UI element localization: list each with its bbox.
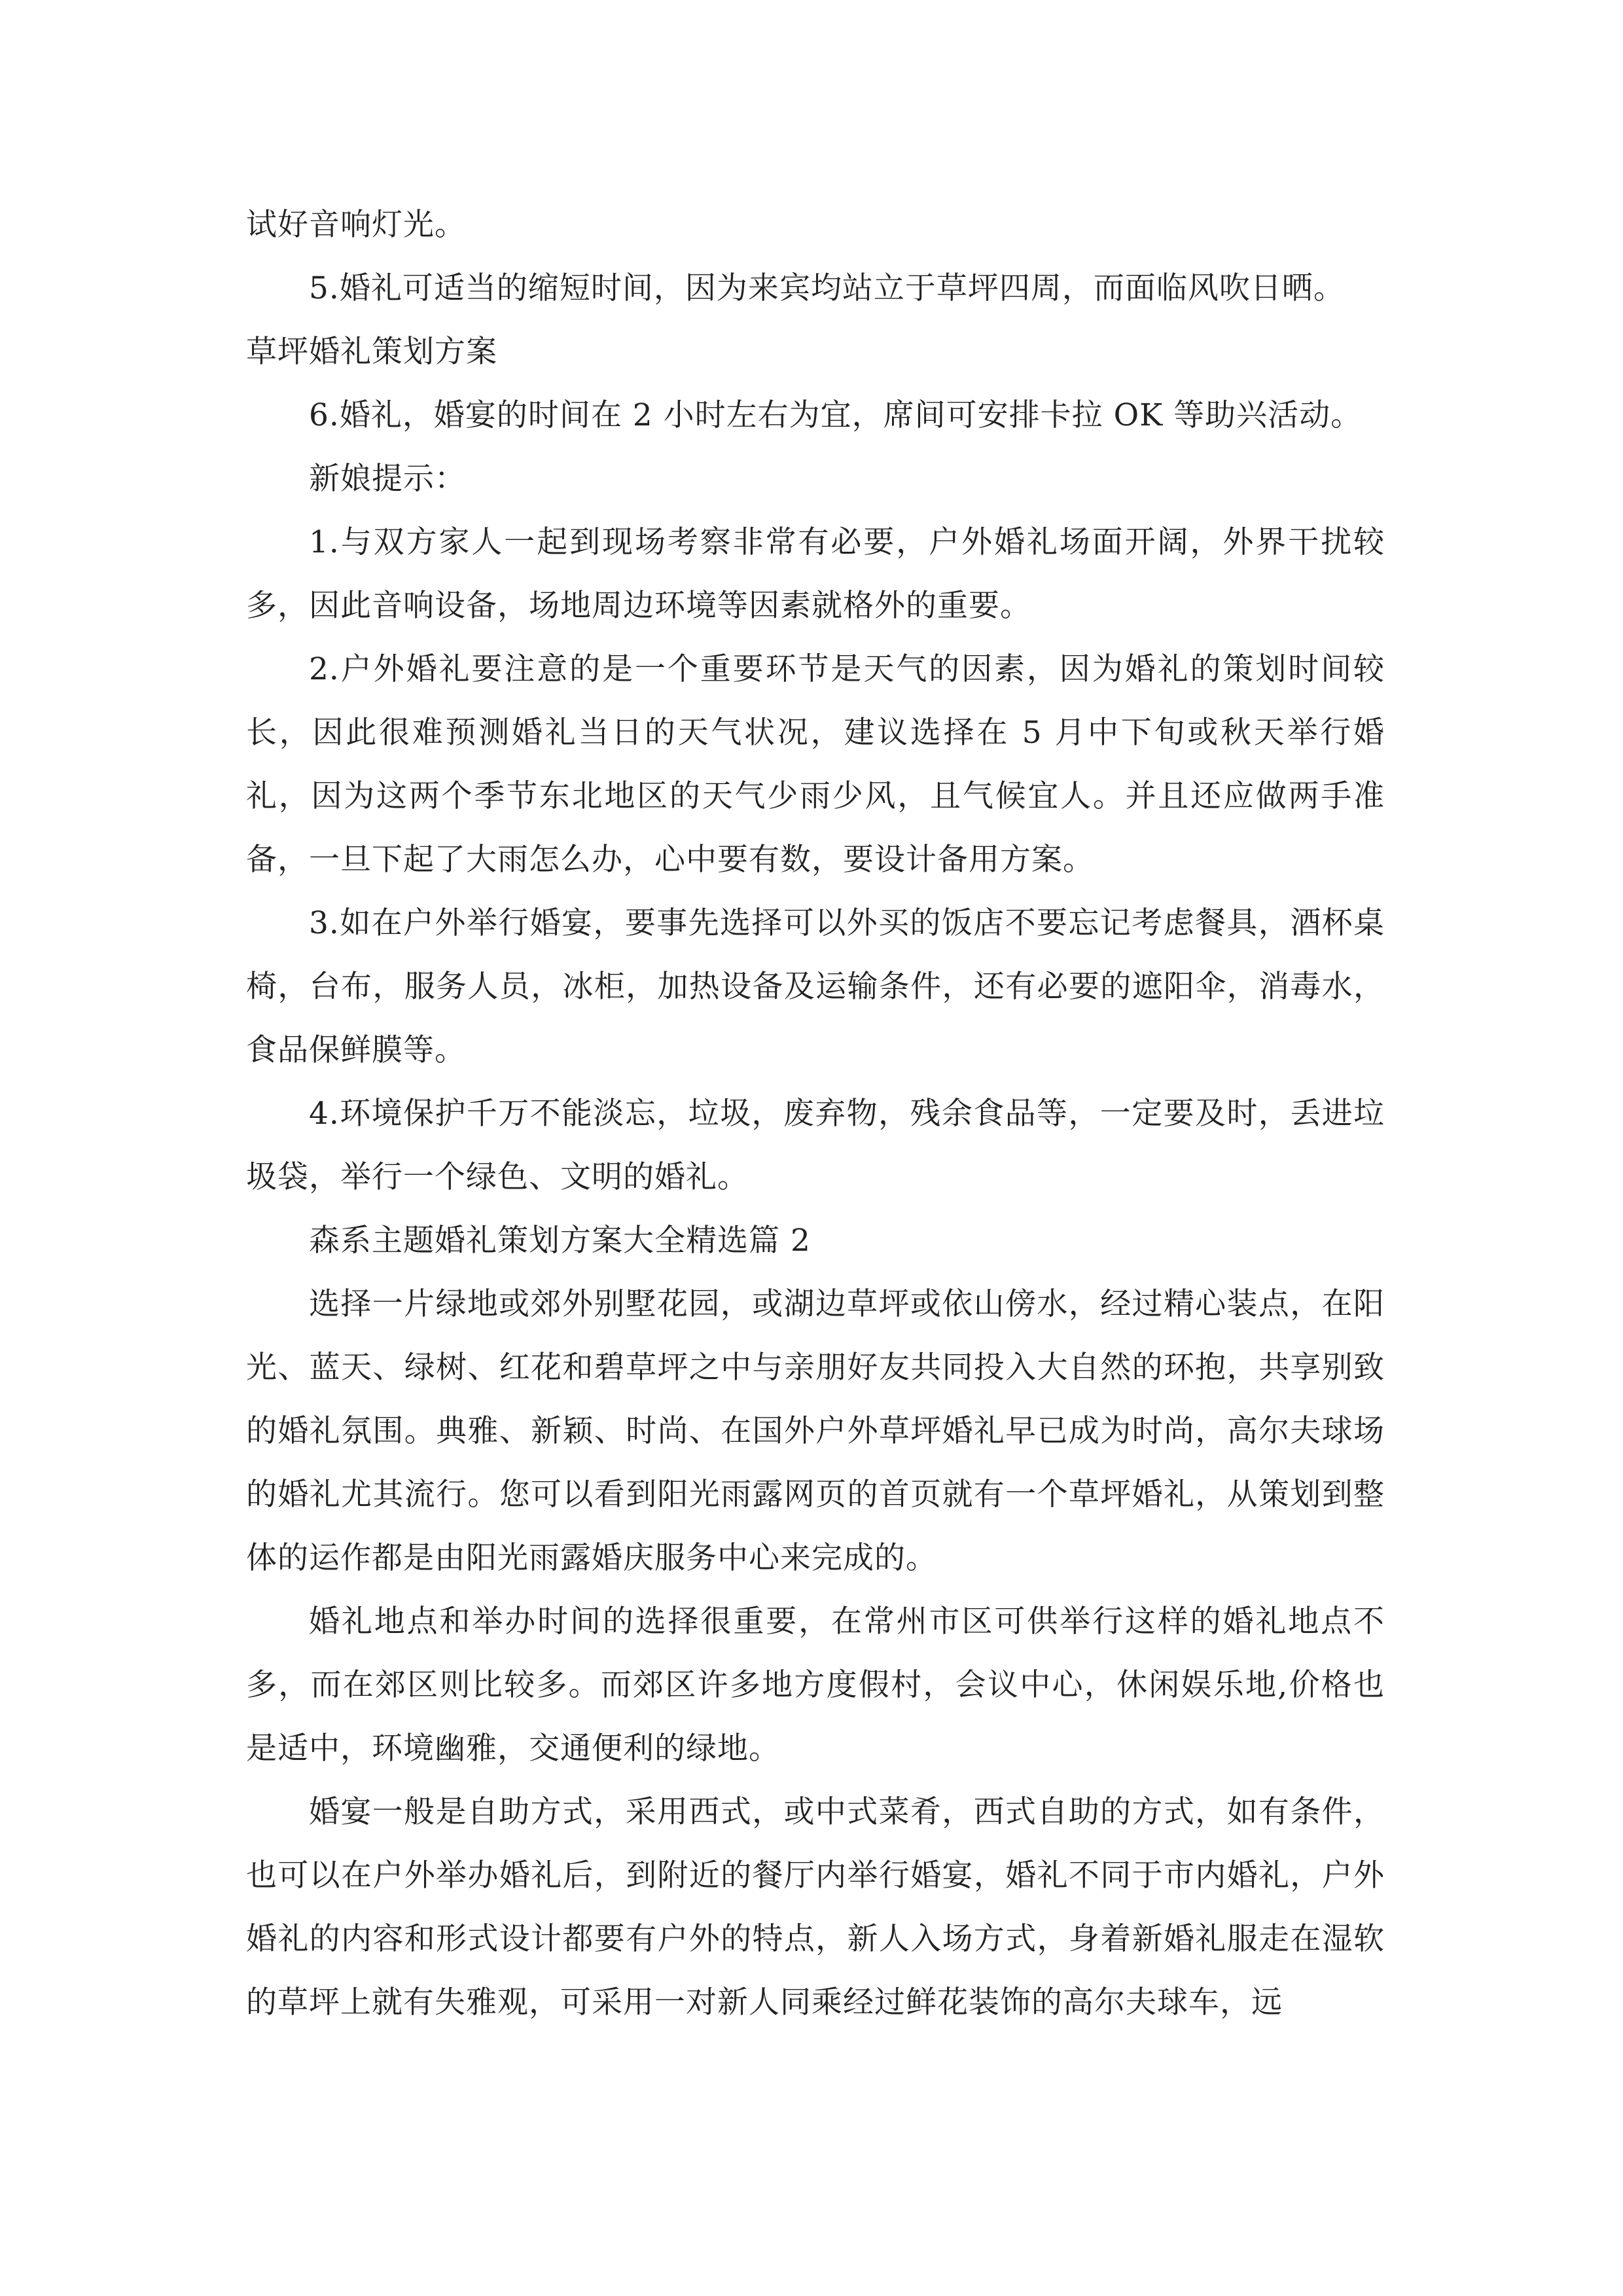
paragraph-9: 4.环境保护千万不能淡忘，垃圾，废弃物，残余食品等，一定要及时，丢进垃圾袋，举行一个绿色、文明的婚礼。 — [246, 1096, 1385, 1195]
paragraph-11: 选择一片绿地或郊外别墅花园，或湖边草坪或依山傍水，经过精心装点，在阳光、蓝天、绿树、红花和碧草坪之中与亲朋好友共同投入大自然的环抱，共享别致的婚礼氛围。典雅、新颖、时尚、在国外户外草坪婚礼早已成为时尚，高尔夫球场的婚礼尤其流行。您可以看到阳光雨露网页的首页就有一个草坪婚礼，从策划到整体的运作都是由阳光雨露婚庆服务中心来完成的。 — [246, 1286, 1385, 1576]
section-heading: 森系主题婚礼策划方案大全精选篇 2 — [309, 1223, 811, 1259]
paragraph-13: 婚宴一般是自助方式，采用西式，或中式菜肴，西式自助的方式，如有条件，也可以在户外举办婚礼后，到附近的餐厅内举行婚宴，婚礼不同于市内婚礼，户外婚礼的内容和形式设计都要有户外的特点，新人入场方式，身着新婚礼服走在湿软的草坪上就有失雅观，可采用一对新人同乘经过鲜花装饰的高尔夫球车，远 — [246, 1794, 1385, 2020]
paragraph-6: 1.与双方家人一起到现场考察非常有必要，户外婚礼场面开阔，外界干扰较多，因此音响设备，场地周边环境等因素就格外的重要。 — [246, 524, 1385, 624]
document-body — [246, 193, 1385, 2034]
paragraph-8: 3.如在户外举行婚宴，要事先选择可以外买的饭店不要忘记考虑餐具，酒杯桌椅，台布，服务人员，冰柜，加热设备及运输条件，还有必要的遮阳伞，消毒水，食品保鲜膜等。 — [246, 905, 1385, 1068]
paragraph-7: 2.户外婚礼要注意的是一个重要环节是天气的因素，因为婚礼的策划时间较长，因此很难预测婚礼当日的天气状况，建议选择在 5 月中下旬或秋天举行婚礼，因为这两个季节东北地区的天气少雨少风，且气候宜人。并且还应做两手准备，一旦下起了大雨怎么办，心中要有数，要设计备用方案。 — [246, 651, 1385, 878]
paragraph-12: 婚礼地点和举办时间的选择很重要，在常州市区可供举行这样的婚礼地点不多，而在郊区则比较多。而郊区许多地方度假村，会议中心，休闲娱乐地,价格也是适中，环境幽雅，交通便利的绿地。 — [246, 1604, 1385, 1767]
paragraph-2: 5.婚礼可适当的缩短时间，因为来宾均站立于草坪四周，而面临风吹日晒。 — [309, 270, 1345, 306]
paragraph-1: 试好音响灯光。 — [246, 207, 466, 243]
paragraph-3: 草坪婚礼策划方案 — [246, 334, 497, 370]
paragraph-5: 新娘提示： — [309, 461, 466, 497]
paragraph-4: 6.婚礼，婚宴的时间在 2 小时左右为宜，席间可安排卡拉 OK 等助兴活动。 — [309, 397, 1363, 433]
